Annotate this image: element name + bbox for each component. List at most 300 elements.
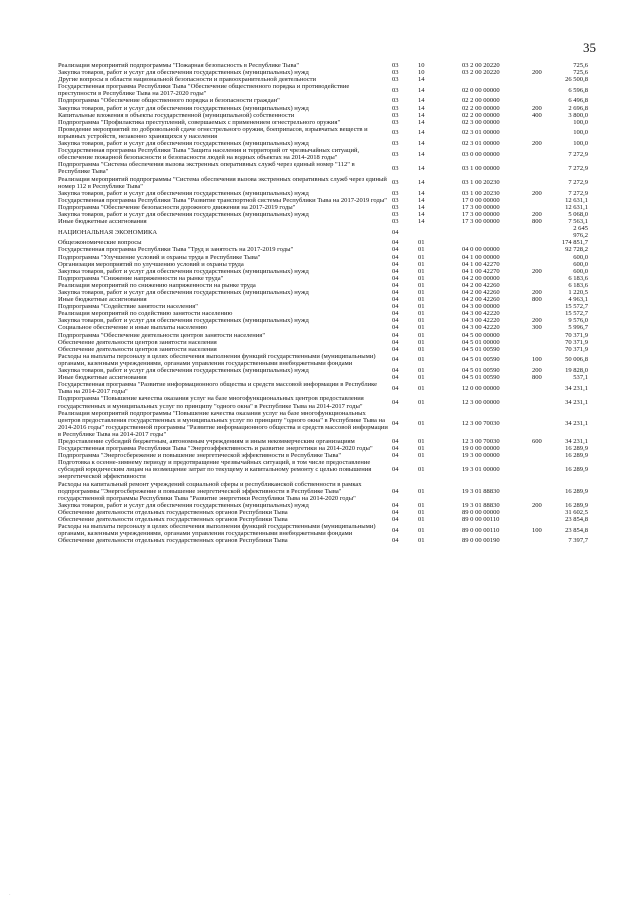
row-target-code: 02 3 01 00000	[462, 129, 500, 137]
row-section: 03	[392, 150, 399, 158]
row-amount: 16 289,9	[565, 501, 588, 509]
row-subsection: 14	[418, 189, 425, 197]
row-amount: 4 963,1	[568, 296, 588, 304]
row-section: 04	[392, 398, 399, 406]
row-subsection: 01	[418, 466, 425, 474]
row-target-code: 17 3 00 00000	[462, 210, 500, 218]
row-section: 04	[392, 516, 399, 523]
row-amount: 50 006,8	[565, 356, 588, 364]
table-row	[58, 69, 588, 76]
table-row	[58, 296, 588, 303]
row-expense-type: 400	[532, 111, 542, 119]
row-expense-type	[532, 282, 560, 289]
row-section: 04	[392, 356, 399, 364]
row-expense-type	[532, 509, 560, 516]
row-subsection: 01	[418, 445, 425, 453]
table-row	[58, 523, 588, 537]
row-description: Обеспечение деятельности центров занятости населения	[58, 338, 217, 346]
row-expense-type	[532, 246, 560, 253]
row-description: Подготовка к осенне-зимнему периоду и предотвращение чрезвычайных ситуаций, в том числе предоставление субсидий юридическим лицам на возмещение затрат по текущему и капитальному ремонту с целью повышения энергетической эффективности	[58, 459, 372, 481]
row-section: 04	[392, 296, 399, 304]
row-subsection: 01	[418, 274, 425, 282]
table-row	[58, 140, 588, 147]
row-section: 04	[392, 487, 399, 495]
row-description: Проведение мероприятий по добровольной сдаче огнестрельного оружия, боеприпасов, взрывчатых веществ и взрывных устройств, незаконно хранящихся у населения	[58, 125, 368, 140]
table-row	[58, 381, 588, 395]
row-target-code: 04 1 00 42270	[462, 260, 500, 268]
row-subsection: 14	[418, 164, 425, 172]
row-expense-type: 200	[532, 69, 542, 77]
row-section: 03	[392, 179, 399, 187]
row-amount: 12 631,1	[565, 203, 588, 211]
row-amount: 7 272,9	[568, 164, 588, 172]
row-section: 04	[392, 501, 399, 509]
table-row	[58, 438, 588, 445]
row-description: Закупка товаров, работ и услуг для обеспечения государственных (муниципальных) нужд	[58, 289, 309, 296]
table-row	[58, 282, 588, 289]
row-section: 04	[392, 367, 399, 375]
row-target-code: 17 0 00 00000	[462, 196, 500, 204]
row-section: 04	[392, 253, 399, 261]
row-section: 04	[392, 310, 399, 318]
row-target-code: 02 2 00 00000	[462, 111, 500, 119]
row-target-code: 89 0 00 00110	[462, 526, 500, 534]
row-subsection: 01	[418, 338, 425, 346]
row-expense-type	[532, 346, 560, 353]
table-row	[58, 76, 588, 83]
row-expense-type: 800	[532, 218, 542, 226]
budget-table	[58, 62, 588, 544]
row-amount: 7 272,9	[568, 189, 588, 197]
row-section: 03	[392, 62, 399, 69]
row-description: Подпрограмма "Система обеспечения вызова экстренных оперативных служб через единый номер "112" в Республике Тыва"	[58, 161, 355, 176]
table-row	[58, 367, 588, 374]
row-amount: 23 854,8	[565, 516, 588, 523]
row-section: 04	[392, 303, 399, 311]
row-expense-type	[532, 516, 560, 523]
row-subsection: 14	[418, 218, 425, 226]
scan-mark: ·	[9, 893, 11, 898]
row-expense-type	[532, 83, 560, 97]
row-amount: 7 272,9	[568, 150, 588, 158]
row-amount: 6 596,8	[568, 86, 588, 94]
table-row	[58, 119, 588, 126]
row-expense-type	[532, 275, 560, 282]
row-amount: 100,0	[573, 140, 588, 148]
row-subsection: 01	[418, 420, 425, 428]
row-expense-type: 200	[532, 189, 542, 197]
row-amount: 15 572,7	[565, 310, 588, 318]
row-subsection: 01	[418, 310, 425, 318]
row-subsection: 14	[418, 150, 425, 158]
table-row	[58, 339, 588, 346]
row-section: 04	[392, 384, 399, 392]
row-target-code: 12 3 00 70030	[462, 420, 500, 428]
row-section: 03	[392, 118, 399, 126]
row-description: Закупка товаров, работ и услуг для обеспечения государственных (муниципальных) нужд	[58, 501, 309, 509]
row-amount: 34 231,1	[565, 384, 588, 392]
row-section: 04	[392, 338, 399, 346]
row-target-code: 03 1 00 20230	[462, 189, 500, 197]
row-subsection: 01	[418, 526, 425, 534]
row-subsection: 01	[418, 452, 425, 460]
row-section: 04	[392, 345, 399, 353]
row-amount: 2 696,8	[568, 104, 588, 112]
table-row	[58, 261, 588, 268]
row-target-code: 02 3 01 00000	[462, 140, 500, 148]
row-section: 03	[392, 189, 399, 197]
row-description: Обеспечение деятельности центров занятости населения	[58, 345, 217, 353]
row-subsection: 14	[418, 76, 425, 84]
row-section: 04	[392, 374, 399, 382]
row-expense-type: 800	[532, 374, 542, 382]
row-subsection: 01	[418, 537, 425, 545]
row-section: 03	[392, 164, 399, 172]
row-expense-type: 200	[532, 267, 542, 275]
row-target-code: 04 1 00 00000	[462, 253, 500, 261]
row-section: 04	[392, 317, 399, 325]
row-target-code: 17 3 00 00000	[462, 203, 500, 211]
row-expense-type: 100	[532, 356, 542, 364]
row-target-code: 89 0 00 00190	[462, 537, 500, 545]
row-amount: 3 800,0	[568, 111, 588, 119]
row-expense-type	[532, 97, 560, 104]
row-amount: 34 231,1	[565, 398, 588, 406]
row-amount: 725,6	[573, 62, 588, 69]
row-description: Подпрограмма "Энергосбережение и повышение энергетической эффективности в Республике Тыва"	[58, 452, 342, 460]
row-subsection: 01	[418, 398, 425, 406]
row-expense-type	[532, 261, 560, 268]
row-amount: 19 828,0	[565, 367, 588, 375]
row-section: 03	[392, 111, 399, 119]
row-section: 04	[392, 466, 399, 474]
row-target-code: 04 5 01 00590	[462, 345, 500, 353]
row-expense-type: 100	[532, 526, 542, 534]
row-amount: 6 183,6	[568, 281, 588, 289]
row-section: 03	[392, 218, 399, 226]
row-target-code: 17 3 00 00000	[462, 218, 500, 226]
row-amount: 70 371,9	[565, 338, 588, 346]
table-row	[58, 204, 588, 211]
row-section: 04	[392, 445, 399, 453]
table-row	[58, 239, 588, 246]
row-target-code: 03 2 00 20220	[462, 62, 500, 69]
row-target-code: 19 3 00 00000	[462, 452, 500, 460]
row-subsection: 01	[418, 331, 425, 339]
table-row	[58, 254, 588, 261]
row-description: Государственная программа Республики Тыва "Развитие транспортной системы Республики Тыва на 2017-2019 годы"	[58, 196, 387, 204]
row-target-code: 03 0 00 00000	[462, 150, 500, 158]
row-description: Государственная программа "Развитие информационного общества и средств массовой информации в Республике Тыва на 2014-2017 годы"	[58, 381, 378, 396]
row-target-code	[462, 225, 532, 239]
row-description: Обеспечение деятельности отдельных государственных органов Республики Тыва	[58, 508, 288, 516]
row-subsection: 01	[418, 508, 425, 516]
row-target-code: 89 0 00 00000	[462, 508, 500, 516]
row-section: 04	[392, 246, 399, 254]
row-amount: 16 289,9	[565, 466, 588, 474]
row-section: 03	[392, 210, 399, 218]
row-amount: 2 645 976,2	[573, 225, 588, 240]
row-target-code: 04 3 00 42220	[462, 317, 500, 325]
row-amount: 600,0	[573, 267, 588, 275]
table-row	[58, 62, 588, 69]
row-description: Реализация мероприятий по содействию занятости населению	[58, 310, 233, 318]
row-description: Государственная программа Республики Тыва "Энергоэффективность и развитие энергетики на 2014-2020 годы"	[58, 445, 373, 453]
row-description: Организация мероприятий по улучшению условий и охраны труда	[58, 260, 244, 268]
row-amount: 600,0	[573, 260, 588, 268]
table-row	[58, 537, 588, 544]
row-expense-type: 200	[532, 210, 542, 218]
row-expense-type: 200	[532, 367, 542, 375]
row-amount: 174 851,7	[561, 239, 588, 247]
row-description: Закупка товаров, работ и услуг для обеспечения государственных (муниципальных) нужд	[58, 104, 309, 112]
row-description: Закупка товаров, работ и услуг для обеспечения государственных (муниципальных) нужд	[58, 189, 309, 197]
row-section: 03	[392, 86, 399, 94]
row-description: Расходы на капитальный ремонт учреждений социальной сферы и республиканской собственности в рамках подпрограммы "Энергосбережение и повышение энергетической эффективности в Республике Тыва" государственной программы Республики Тыва "Развитие энергетики Республики Тыва на 2014-2020 годы"	[58, 480, 362, 502]
row-amount: 100,0	[573, 129, 588, 137]
row-expense-type: 200	[532, 104, 542, 112]
row-section: 04	[392, 239, 399, 247]
row-description: Закупка товаров, работ и услуг для обеспечения государственных (муниципальных) нужд	[58, 267, 309, 275]
row-description: Расходы на выплаты персоналу в целях обеспечения выполнения функций государственными (муниципальными) органами, казенными учреждениями, органами управления государственными внебюджетными фондами	[58, 523, 376, 538]
row-description: Подпрограмма "Обеспечение безопасности дорожного движения на 2017-2019 годы"	[58, 203, 296, 211]
row-subsection: 14	[418, 129, 425, 137]
table-row	[58, 509, 588, 516]
row-amount: 7 397,7	[568, 537, 588, 545]
row-target-code: 04 1 00 42270	[462, 267, 500, 275]
row-subsection: 01	[418, 260, 425, 268]
row-subsection: 14	[418, 203, 425, 211]
table-row	[58, 452, 588, 459]
row-expense-type	[532, 254, 560, 261]
row-description: Закупка товаров, работ и услуг для обеспечения государственных (муниципальных) нужд	[58, 210, 309, 218]
row-amount: 31 602,5	[565, 508, 588, 516]
row-amount: 725,6	[573, 69, 588, 77]
budget-table-body	[58, 62, 588, 544]
row-target-code: 89 0 00 00110	[462, 516, 500, 523]
row-amount: 5 068,0	[568, 210, 588, 218]
row-subsection: 01	[418, 246, 425, 254]
row-subsection: 14	[418, 111, 425, 119]
row-expense-type	[532, 225, 560, 239]
row-amount: 12 631,1	[565, 196, 588, 204]
row-target-code: 19 3 01 88830	[462, 487, 500, 495]
row-section: 03	[392, 203, 399, 211]
row-expense-type: 200	[532, 289, 542, 296]
row-expense-type	[532, 310, 560, 317]
row-expense-type	[532, 410, 560, 438]
row-section: 04	[392, 274, 399, 282]
row-section: 04	[392, 437, 399, 445]
row-target-code: 04 5 01 00000	[462, 338, 500, 346]
row-target-code: 12 3 00 70030	[462, 437, 500, 445]
table-row	[58, 395, 588, 409]
row-expense-type: 300	[532, 324, 542, 332]
row-subsection: 01	[418, 296, 425, 304]
row-section: 03	[392, 97, 399, 105]
row-expense-type: 800	[532, 296, 542, 304]
table-row	[58, 218, 588, 225]
page-number: 35	[583, 40, 596, 55]
row-subsection: 01	[418, 253, 425, 261]
row-target-code: 04 3 00 42220	[462, 324, 500, 332]
table-row	[58, 353, 588, 367]
table-row	[58, 268, 588, 275]
row-expense-type	[532, 197, 560, 204]
row-description: Подпрограмма "Содействие занятости населения"	[58, 303, 198, 311]
row-amount: 6 496,8	[568, 97, 588, 105]
row-expense-type	[532, 176, 560, 190]
row-target-code: 04 3 00 42220	[462, 310, 500, 318]
row-expense-type: 200	[532, 317, 542, 325]
row-description: Закупка товаров, работ и услуг для обеспечения государственных (муниципальных) нужд	[58, 317, 309, 325]
table-row	[58, 317, 588, 324]
row-target-code: 02 2 00 00000	[462, 97, 500, 105]
row-amount: 1 220,5	[568, 289, 588, 296]
row-target-code: 04 2 00 42260	[462, 296, 500, 304]
table-row	[58, 481, 588, 502]
row-section: 04	[392, 420, 399, 428]
row-expense-type	[532, 452, 560, 459]
row-description: Социальное обеспечение и иные выплаты населению	[58, 324, 208, 332]
row-subsection: 01	[418, 317, 425, 325]
row-description: Закупка товаров, работ и услуг для обеспечения государственных (муниципальных) нужд	[58, 367, 309, 375]
table-row	[58, 105, 588, 112]
row-section: 03	[392, 196, 399, 204]
row-amount: 70 371,9	[565, 331, 588, 339]
row-description: Расходы на выплаты персоналу в целях обеспечения выполнения функций государственными (муниципальными) органами, казенными учреждениями, органами управления государственными внебюджетными фондами	[58, 352, 376, 367]
row-subsection: 01	[418, 356, 425, 364]
row-description: Общеэкономические вопросы	[58, 239, 142, 247]
row-expense-type: 600	[532, 437, 542, 445]
table-row	[58, 190, 588, 197]
row-target-code: 12 0 00 00000	[462, 384, 500, 392]
row-target-code: 04 5 01 00590	[462, 367, 500, 375]
row-subsection: 01	[418, 437, 425, 445]
table-row	[58, 97, 588, 104]
row-section: 03	[392, 104, 399, 112]
row-section: 04	[392, 289, 399, 296]
row-subsection: 14	[418, 104, 425, 112]
row-section: 04	[392, 324, 399, 332]
row-expense-type	[532, 481, 560, 502]
row-target-code: 04 2 00 00000	[462, 274, 500, 282]
row-subsection: 10	[418, 69, 425, 77]
row-expense-type	[532, 381, 560, 395]
table-row	[58, 176, 588, 190]
row-subsection: 10	[418, 62, 425, 69]
row-description: Подпрограмма "Снижение напряженности на рынке труда"	[58, 274, 224, 282]
table-row	[58, 374, 588, 381]
row-description: Капитальные вложения в объекты государственной (муниципальной) собственности	[58, 111, 295, 119]
row-amount: 16 289,9	[565, 452, 588, 460]
row-amount: 34 231,1	[565, 420, 588, 428]
row-description: Реализация мероприятий подпрограммы "Пожарная безопасность в Республике Тыва"	[58, 62, 300, 69]
row-expense-type	[532, 395, 560, 409]
row-expense-type	[532, 537, 560, 544]
row-target-code	[462, 76, 532, 83]
table-row	[58, 126, 588, 140]
row-expense-type	[532, 339, 560, 346]
row-amount: 600,0	[573, 253, 588, 261]
row-amount: 34 231,1	[565, 437, 588, 445]
row-target-code: 02 2 00 00000	[462, 104, 500, 112]
row-subsection: 14	[418, 179, 425, 187]
table-row	[58, 332, 588, 339]
row-subsection: 14	[418, 97, 425, 105]
row-amount: 537,1	[573, 374, 588, 382]
row-description: Реализация мероприятий по снижению напряженности на рынке труда	[58, 281, 256, 289]
row-target-code: 19 3 01 00000	[462, 466, 500, 474]
row-target-code: 04 5 01 00590	[462, 356, 500, 364]
row-subsection: 01	[418, 324, 425, 332]
row-target-code: 04 2 00 42260	[462, 281, 500, 289]
row-target-code: 19 0 00 00000	[462, 445, 500, 453]
row-target-code: 02 3 00 00000	[462, 118, 500, 126]
row-target-code: 04 5 01 00590	[462, 374, 500, 382]
row-description: Закупка товаров, работ и услуг для обеспечения государственных (муниципальных) нужд	[58, 140, 309, 148]
row-subsection: 14	[418, 196, 425, 204]
row-expense-type	[532, 239, 560, 246]
row-amount: 15 572,7	[565, 303, 588, 311]
row-amount: 70 371,9	[565, 345, 588, 353]
table-row	[58, 211, 588, 218]
row-description: Подпрограмма "Улучшение условий и охраны труда в Республике Тыва"	[58, 253, 261, 261]
row-subsection: 01	[418, 384, 425, 392]
row-section: 04	[392, 526, 399, 534]
row-section: 03	[392, 69, 399, 77]
row-amount: 6 183,6	[568, 274, 588, 282]
row-section: 03	[392, 129, 399, 137]
row-target-code	[462, 239, 532, 246]
row-subsection: 01	[418, 501, 425, 509]
table-row	[58, 112, 588, 119]
row-subsection: 01	[418, 345, 425, 353]
table-row	[58, 303, 588, 310]
row-subsection: 01	[418, 374, 425, 382]
row-target-code: 19 3 01 88830	[462, 501, 500, 509]
row-expense-type	[532, 332, 560, 339]
row-section: 04	[392, 267, 399, 275]
row-expense-type	[532, 76, 560, 83]
row-description: НАЦИОНАЛЬНАЯ ЭКОНОМИКА	[58, 228, 158, 236]
row-amount: 16 289,9	[565, 445, 588, 453]
row-description: Обеспечение деятельности отдельных государственных органов Республики Тыва	[58, 537, 288, 545]
row-subsection: 01	[418, 487, 425, 495]
row-description: Обеспечение деятельности отдельных государственных органов Республики Тыва	[58, 516, 288, 523]
row-subsection: 01	[418, 367, 425, 375]
row-description: Государственная программа Республики Тыва "Обеспечение общественного порядка и противодействие преступности в Республике Тыва на 2017-2020 годы"	[58, 83, 350, 98]
row-subsection: 01	[418, 239, 425, 247]
row-section: 03	[392, 140, 399, 148]
table-row	[58, 324, 588, 331]
row-amount: 5 996,7	[568, 324, 588, 332]
row-expense-type: 200	[532, 501, 542, 509]
row-amount: 7 563,1	[568, 218, 588, 226]
row-amount: 16 289,9	[565, 487, 588, 495]
row-description: Реализация мероприятий подпрограммы "Система обеспечения вызова экстренных оперативных служб через единый номер 112 в Республике Тыва"	[58, 175, 387, 190]
row-amount: 100,0	[573, 118, 588, 126]
row-subsection: 01	[418, 281, 425, 289]
row-subsection: 14	[418, 118, 425, 126]
row-description: Закупка товаров, работ и услуг для обеспечения государственных (муниципальных) нужд	[58, 69, 309, 77]
row-description: Подпрограмма "Обеспечение деятельности центров занятости населения"	[58, 331, 265, 339]
row-description: Государственная программа Республики Тыва "Защита населения и территорий от чрезвычайных ситуаций, обеспечение пожарной безопасности и безопасности людей на водных объектах на 2014-2018 годы"	[58, 147, 360, 162]
row-amount: 7 272,9	[568, 179, 588, 187]
row-expense-type	[532, 204, 560, 211]
row-section: 04	[392, 508, 399, 516]
row-amount: 9 576,0	[568, 317, 588, 325]
